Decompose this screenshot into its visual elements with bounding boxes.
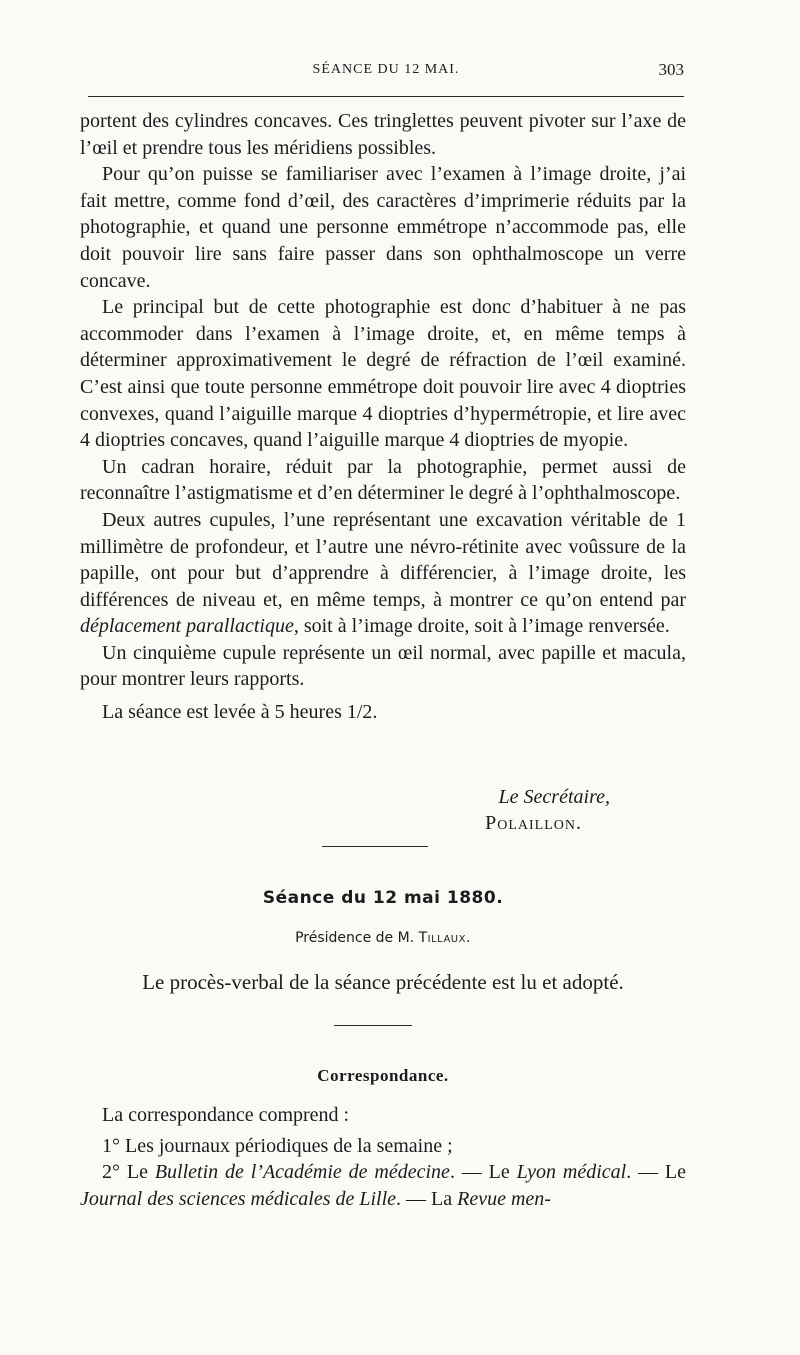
signature-role: Le Secrétaire, (498, 786, 610, 808)
paragraph-familiariser: Pour qu’on puisse se familiariser avec l’examen à l’image droite, j’ai fait mettre, comme fond d’œil, des caractères d’imprimerie réduits par la photographie, et quand une personne emmétrope n’accommode pas, elle doit pouvoir lire sans faire passer dans son ophthalmoscope un verre concave. (80, 163, 686, 292)
item2-journal-lille: Journal des sciences médicales de Lille (80, 1187, 397, 1210)
correspondance-intro: La correspondance comprend : (102, 1104, 350, 1126)
running-title: SÉANCE DU 12 MAI. (312, 62, 460, 77)
correspondance-divider-rule (334, 1025, 412, 1026)
p5-text-before: Deux autres cupules, l’une représentant une excavation véritable de 1 millimètre de profondeur, et l’autre une névro-rétinite avec voûssure de la papille, ont pour but d’apprendre à différencier, à l’image droite, les différences de niveau et, en même temps, à montrer ce qu’on entend par (80, 508, 686, 611)
paragraph-seance-levee: La séance est levée à 5 heures 1/2. (102, 701, 378, 724)
signature-block (80, 784, 610, 836)
presidence-prefix: Présidence de M. (295, 930, 419, 946)
paragraph-continuation: portent des cylindres concaves. Ces tringlettes peuvent pivoter sur l’axe de l’œil et prendre tous les méridiens possibles. (80, 110, 686, 159)
paragraph-principal-but: Le principal but de cette photographie est donc d’habituer à ne pas accommoder dans l’examen à l’image droite, et, en même temps à déterminer approximativement le degré de réfraction de l’œil examiné. C’est ainsi que toute personne emmétrope doit pouvoir lire avec 4 dioptries convexes, quand l’aiguille marque 4 dioptries d’hypermétropie, et lire avec 4 dioptries concaves, quand l’aiguille marque 4 dioptries de myopie. (80, 296, 686, 452)
item2-lyon-medical: Lyon médical (516, 1161, 627, 1184)
item2-text-4: . — La (396, 1187, 458, 1210)
p5-text-after: , soit à l’image droite, soit à l’image renversée. (293, 615, 670, 638)
paragraph-deux-cupules (80, 507, 686, 640)
section-divider-rule (322, 846, 428, 847)
correspondance-text (80, 1102, 686, 1212)
presidence-name: Tillaux. (418, 930, 471, 946)
header-rule (88, 96, 684, 97)
paragraph-cadran-horaire: Un cadran horaire, réduit par la photographie, permet aussi de reconnaître l’astigmatisme et d’en déterminer le degré à l’ophthalmoscope. (80, 455, 686, 505)
item2-text-2: . — Le (449, 1161, 517, 1184)
paragraph-cinquieme-cupule: Un cinquième cupule représente un œil normal, avec papille et macula, pour montrer leurs rapports. (80, 641, 686, 691)
correspondance-item-2 (80, 1159, 686, 1212)
session-title: Séance du 12 mai 1880. (262, 888, 504, 908)
proces-verbal-line: Le procès-verbal de la séance précédente est lu et adopté. (142, 970, 624, 994)
page-number: 303 (658, 60, 684, 79)
p5-italic-term: déplacement parallactique (80, 615, 294, 638)
item2-bulletin: Bulletin de l’Académie de médecine (154, 1161, 450, 1184)
item2-revue: Revue men- (457, 1187, 551, 1210)
running-head (88, 58, 684, 88)
presidence-line (80, 930, 686, 946)
body-text (80, 108, 686, 726)
signature-name: Polaillon. (485, 812, 582, 834)
item2-text-3: . — Le (626, 1161, 687, 1184)
correspondance-title: Correspondance. (317, 1066, 449, 1085)
correspondance-item-1: 1° Les journaux périodiques de la semaine ; (102, 1134, 453, 1157)
item2-text-1: 2° Le (102, 1161, 155, 1184)
